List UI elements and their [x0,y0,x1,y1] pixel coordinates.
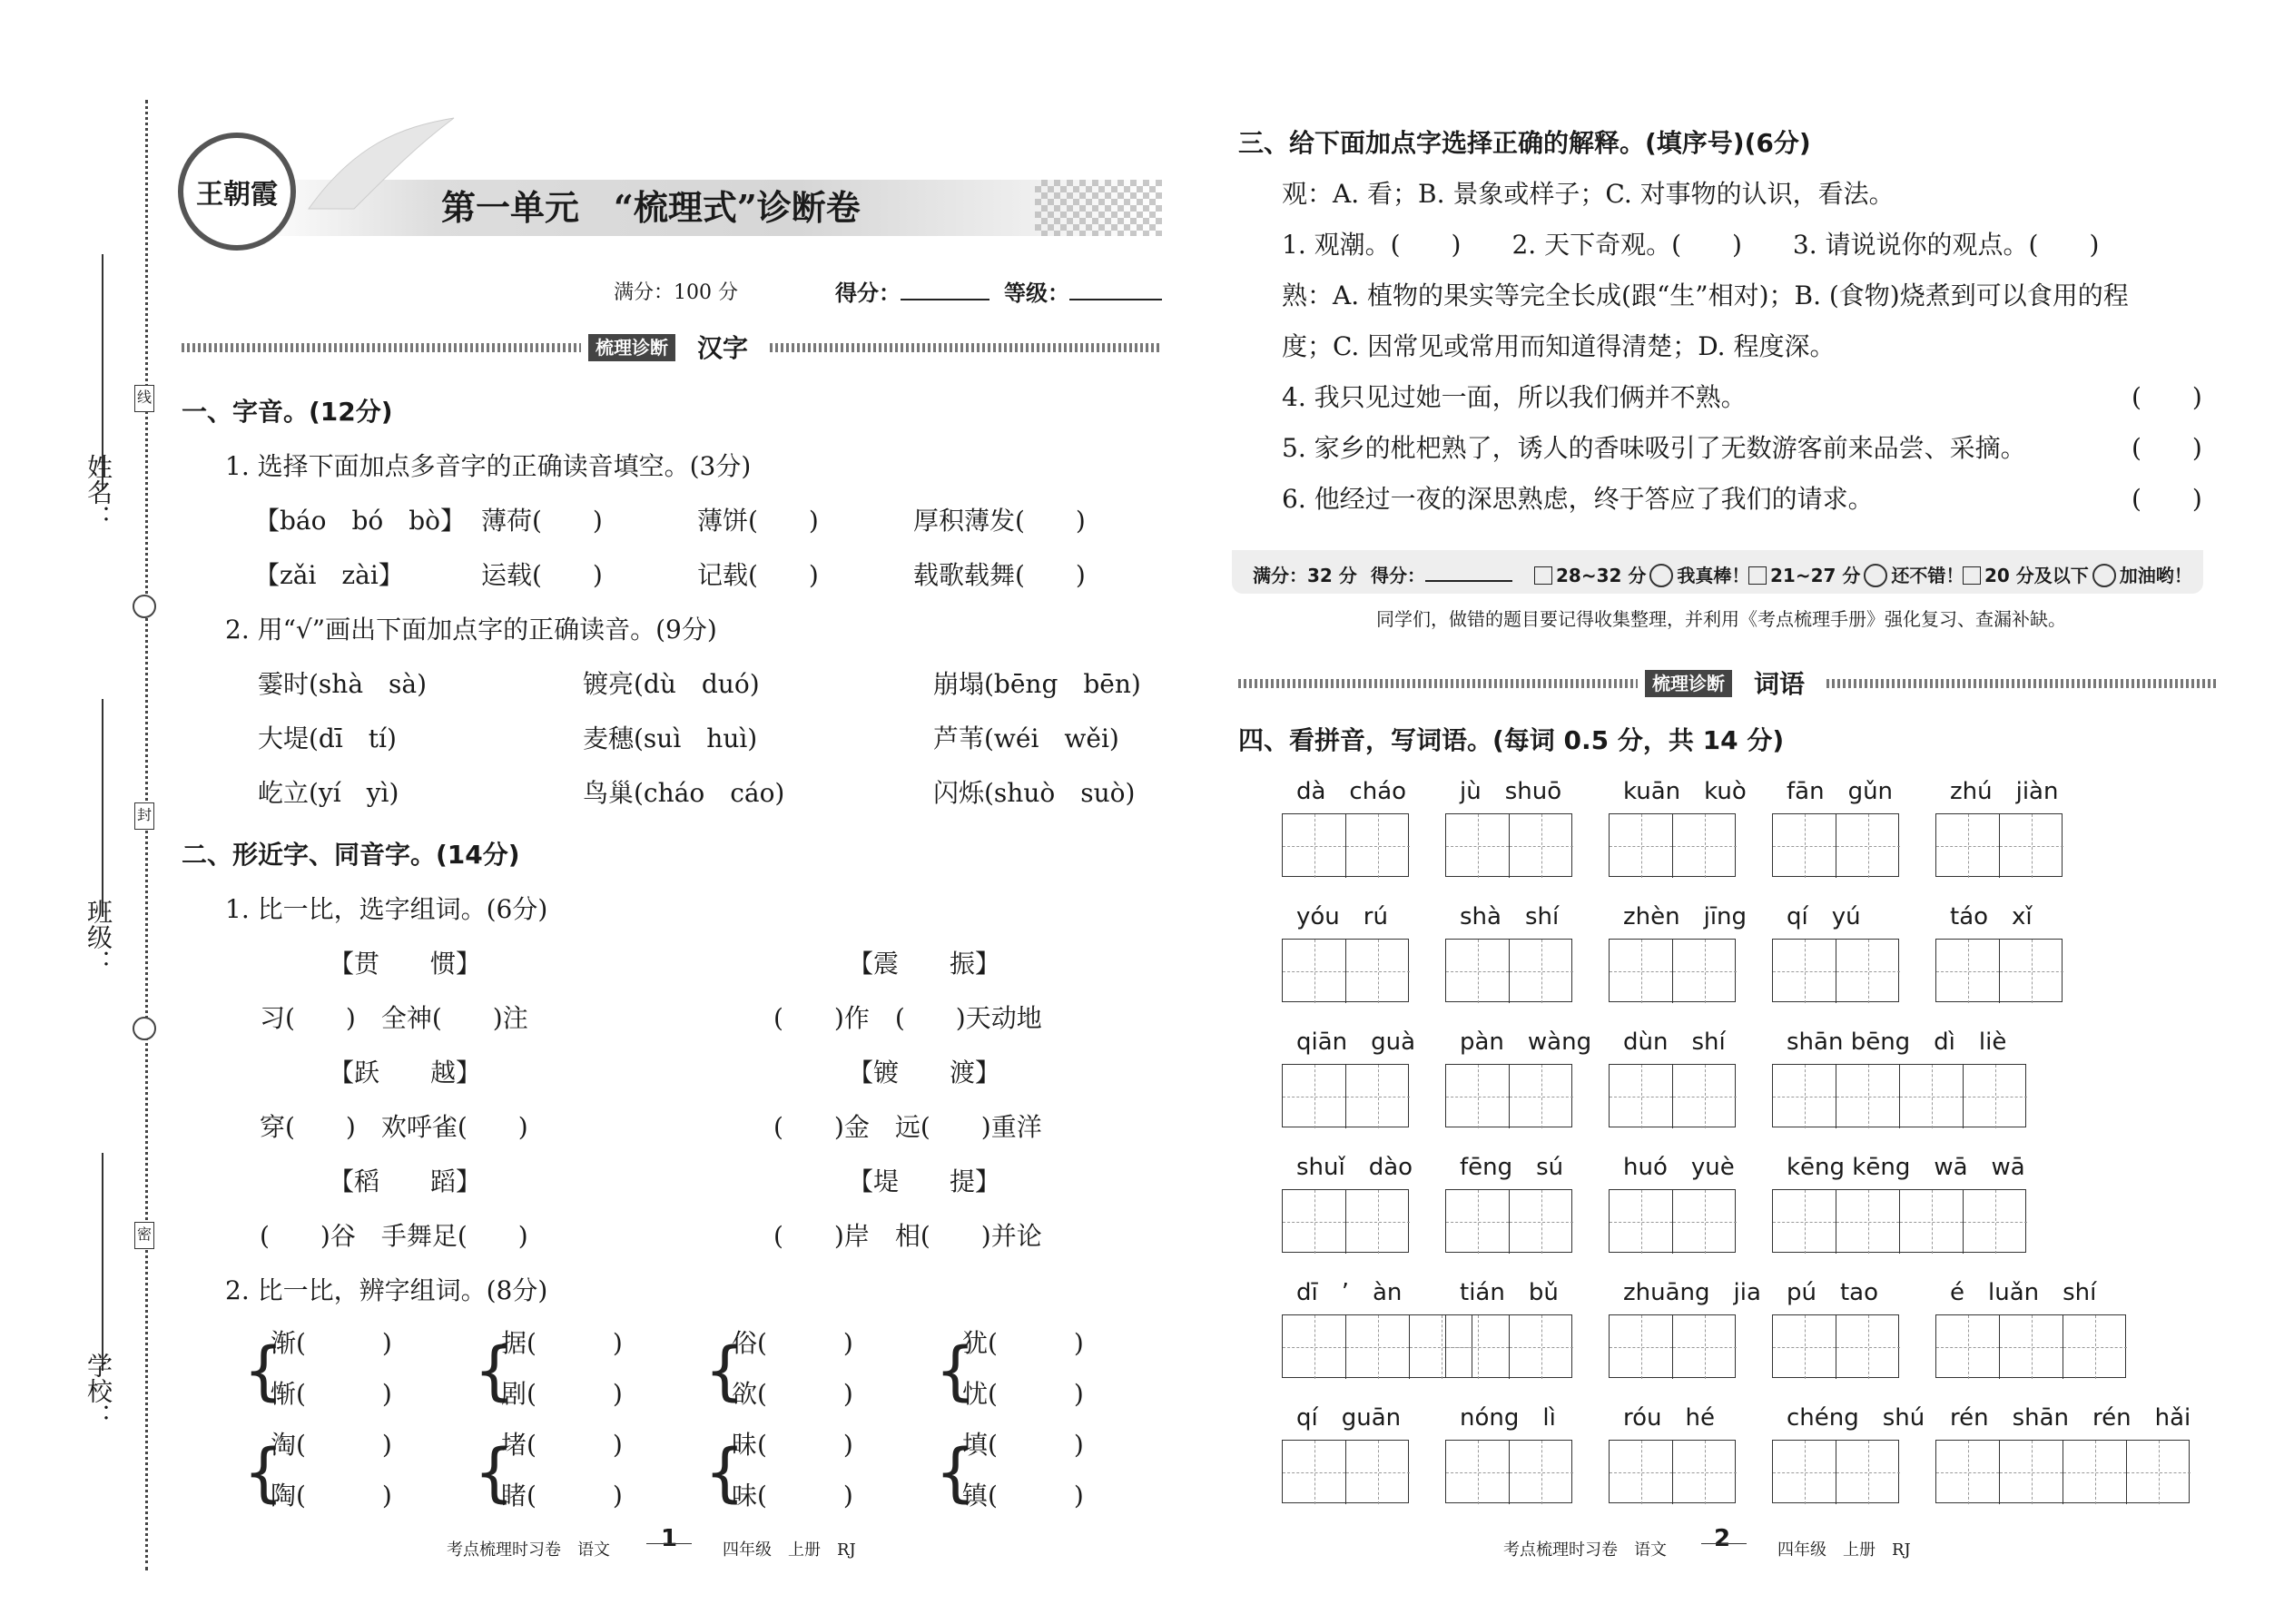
grid-cell[interactable] [1773,940,1836,1003]
grid-cell[interactable] [1610,814,1673,878]
s2-ans3-left: ( )谷 手舞足( ) [260,1221,528,1251]
pinyin-label: yóu rú [1296,903,1388,930]
s1-grid-cell: 大堤(dī tí) [258,723,397,753]
s2-ans2-right: ( )金 远( )重洋 [773,1112,1042,1142]
brace: { [935,1334,976,1408]
section-divider [1826,679,2217,688]
grid-cell[interactable] [1936,940,2000,1003]
grid-cell[interactable] [1673,814,1737,878]
s2-pair1-right: 【震 振】 [848,949,1001,979]
pair-word: 惭( ) [271,1379,392,1409]
grid-cell[interactable] [1936,1441,2000,1504]
s3-q6: 6. 他经过一夜的深思熟虑，终于答应了我们的请求。 [1282,484,1874,514]
school-underline [102,1153,103,1371]
char-writing-box[interactable] [1609,939,1736,1002]
class-label: 班级： [84,899,113,975]
grid-cell[interactable] [1773,1441,1836,1504]
s1-r2-b: 记载( ) [697,560,819,590]
section-divider [1238,679,1638,688]
brace: { [474,1435,515,1510]
section-title: 汉字 [697,333,749,363]
pinyin-label: é luǎn shí [1950,1279,2097,1306]
grid-cell[interactable] [1773,1190,1836,1254]
s1-r2-a: 运载( ) [481,560,603,590]
grid-cell[interactable] [1673,1315,1737,1379]
grid-cell[interactable] [1446,1190,1510,1254]
pair-word: 淘( ) [271,1430,392,1460]
footer-right-post: 四年级 上册 RJ [1777,1540,1911,1560]
char-writing-box[interactable] [1609,1064,1736,1127]
s2-pair1-left: 【贯 惯】 [329,949,482,979]
grid-cell[interactable] [1964,1065,2027,1128]
pinyin-label: zhuāng jia [1623,1279,1761,1306]
full-score: 满分：100 分 [614,281,738,304]
s3-q6-answer: ( ) [2132,484,2202,514]
pinyin-label: jù shuō [1460,778,1562,805]
s1-r2-c: 载歌载舞( ) [913,560,1086,590]
s3-def-guan: 观：A. 看；B. 景象或样子；C. 对事物的认识，看法。 [1282,179,1895,209]
pinyin-label: pàn wàng [1460,1029,1592,1056]
grid-cell[interactable] [1610,1441,1673,1504]
pinyin-label: dùn shí [1623,1029,1726,1056]
brace: { [704,1435,745,1510]
pinyin-label: táo xǐ [1950,903,2033,930]
char-writing-box[interactable] [1935,1314,2126,1378]
banner-pattern [1035,180,1162,236]
footer-right-pre: 考点梳理时习卷 语文 [1503,1540,1667,1560]
brace: { [243,1435,284,1510]
char-writing-box[interactable] [1445,1189,1572,1253]
char-writing-box[interactable] [1772,1189,2026,1253]
grid-cell[interactable] [1900,1065,1964,1128]
seal-mark-line: 线 [134,385,154,412]
grid-cell[interactable] [1773,1315,1836,1379]
grid-cell[interactable] [2000,1441,2063,1504]
grid-cell[interactable] [1510,1441,1573,1504]
s3-title: 三、给下面加点字选择正确的解释。(填序号)(6分) [1238,128,1811,158]
section-divider [182,343,581,352]
grid-cell[interactable] [1673,1441,1737,1504]
grid-cell[interactable] [1346,1065,1410,1128]
grid-cell[interactable] [1836,1441,1900,1504]
page-number-underline [646,1543,692,1544]
grid-cell[interactable] [2000,1315,2063,1379]
pair-word: 渐( ) [271,1328,392,1358]
scorebar-full: 满分：32 分 [1253,565,1357,586]
scorebar-option-3: 20 分及以下 加油哟！ [1963,559,2192,592]
s1-title: 一、字音。(12分) [182,397,393,427]
s1-q1: 1. 选择下面加点多音字的正确读音填空。(3分) [225,451,752,481]
grid-cell[interactable] [1836,1190,1900,1254]
grid-cell[interactable] [1673,1190,1737,1254]
pinyin-label: qí yú [1787,903,1861,930]
grid-cell[interactable] [1346,1441,1410,1504]
page-number-2: 2 [1714,1525,1731,1552]
char-writing-box[interactable] [1445,813,1572,877]
binding-hole [133,1017,156,1040]
s1-grid-cell: 芦苇(wéi wěi) [933,723,1119,753]
grid-cell[interactable] [1773,814,1836,878]
pinyin-label: zhèn jīng [1623,903,1748,930]
pinyin-label: kuān kuò [1623,778,1747,805]
grid-cell[interactable] [1836,814,1900,878]
s3-q123: 1. 观潮。( ) 2. 天下奇观。( ) 3. 请说说你的观点。( ) [1282,230,2100,260]
s1-r1-opts: 【báo bó bò】 [254,506,467,536]
grid-cell[interactable] [1836,1315,1900,1379]
pinyin-label: zhú jiàn [1950,778,2059,805]
s1-r1-c: 厚积薄发( ) [913,506,1086,536]
pinyin-label: rén shān rén hǎi [1950,1404,2191,1432]
pinyin-label: dī ’ àn [1296,1279,1403,1306]
char-writing-box[interactable] [1935,939,2063,1002]
char-writing-box[interactable] [1609,1189,1736,1253]
char-writing-box[interactable] [1772,1440,1899,1503]
char-writing-box[interactable] [1772,813,1899,877]
char-writing-box[interactable] [1935,813,2063,877]
brace: { [935,1435,976,1510]
scorebar-score: 得分： [1371,559,1512,592]
char-writing-box[interactable] [1772,939,1899,1002]
pair-word: 昧( ) [732,1430,853,1460]
section-title: 词语 [1754,669,1806,699]
char-writing-box[interactable] [1609,813,1736,877]
pinyin-label: huó yuè [1623,1154,1735,1181]
binding-dotted-line [145,100,148,1570]
grid-cell[interactable] [1900,1190,1964,1254]
s2-ans3-right: ( )岸 相( )并论 [773,1221,1042,1251]
pair-word: 犹( ) [962,1328,1084,1358]
pinyin-label: qí guān [1296,1404,1402,1432]
s2-ans2-left: 穿( ) 欢呼雀( ) [260,1112,528,1142]
s2-q2: 2. 比一比，辨字组词。(8分) [225,1275,548,1305]
char-writing-box[interactable] [1445,1314,1572,1378]
grid-cell[interactable] [1610,1065,1673,1128]
s1-grid-cell: 闪烁(shuò suò) [933,778,1136,808]
binding-hole [133,595,156,618]
s2-q1: 1. 比一比，选字组词。(6分) [225,894,548,924]
grid-cell[interactable] [1510,814,1573,878]
s1-r1-b: 薄饼( ) [697,506,819,536]
s1-grid-cell: 崩塌(bēng bēn) [933,669,1141,699]
score-label: 得分： [835,277,989,310]
s1-grid-cell: 霎时(shà sà) [258,669,428,699]
s3-q5: 5. 家乡的枇杷熟了，诱人的香味吸引了无数游客前来品尝、采摘。 [1282,433,2026,463]
grid-cell[interactable] [1446,1315,1510,1379]
scorebar-option-1: 28~32 分 我真棒！ [1534,559,1749,592]
pinyin-label: fēng sú [1460,1154,1564,1181]
footer-left-post: 四年级 上册 RJ [723,1540,856,1560]
pinyin-label: tián bǔ [1460,1279,1559,1306]
char-writing-box[interactable] [1282,813,1409,877]
brace: { [704,1334,745,1408]
s2-pair2-right: 【镀 渡】 [848,1058,1001,1088]
page-number-1: 1 [661,1525,678,1552]
s1-grid-cell: 镀亮(dù duó) [583,669,760,699]
pair-word: 镇( ) [962,1481,1084,1511]
section-tag: 梳理诊断 [588,334,675,361]
ribbon-decoration [300,109,463,218]
grid-cell[interactable] [2063,1441,2127,1504]
section-tag: 梳理诊断 [1645,670,1732,697]
pair-word: 陶( ) [271,1481,392,1511]
s3-q5-answer: ( ) [2132,433,2202,463]
grid-cell[interactable] [1446,1441,1510,1504]
pinyin-label: dà cháo [1296,778,1407,805]
s1-grid-cell: 屹立(yí yì) [258,778,399,808]
grid-cell[interactable] [1836,1065,1900,1128]
s2-pair2-left: 【跃 越】 [329,1058,482,1088]
pair-word: 睹( ) [501,1481,623,1511]
s4-title: 四、看拼音，写词语。(每词 0.5 分，共 14 分) [1238,725,1785,755]
grid-cell[interactable] [1446,814,1510,878]
grid-cell[interactable] [1510,1315,1573,1379]
pinyin-label: róu hé [1623,1404,1715,1432]
pinyin-label: shà shí [1460,903,1560,930]
grid-cell[interactable] [1610,1315,1673,1379]
grid-cell[interactable] [2000,814,2063,878]
review-note: 同学们，做错的题目要记得收集整理，并利用《考点梳理手册》强化复习、查漏补缺。 [1376,608,2066,630]
pair-word: 据( ) [501,1328,623,1358]
s3-def-shu-a: 熟：A. 植物的果实等完全长成(跟“生”相对)；B. (食物)烧煮到可以食用的程 [1282,281,2129,310]
pinyin-label: nóng lì [1460,1404,1556,1432]
grid-cell[interactable] [1446,1065,1510,1128]
grade-label: 等级： [1004,277,1162,310]
grid-cell[interactable] [1936,1315,2000,1379]
grid-cell[interactable] [1836,940,1900,1003]
s2-pair3-left: 【稻 蹈】 [329,1166,482,1196]
grid-cell[interactable] [1610,940,1673,1003]
grid-cell[interactable] [1510,1065,1573,1128]
grid-cell[interactable] [1346,1190,1410,1254]
grid-cell[interactable] [1510,1190,1573,1254]
char-writing-box[interactable] [1282,1440,1409,1503]
grid-cell[interactable] [1283,940,1346,1003]
pinyin-label: qiān guà [1296,1029,1416,1056]
char-writing-box[interactable] [1609,1440,1736,1503]
seal-mark-seal: 封 [134,802,154,830]
grid-cell[interactable] [2000,940,2063,1003]
pinyin-label: chéng shú [1787,1404,1925,1432]
school-label: 学校： [84,1353,113,1429]
grid-cell[interactable] [1673,940,1737,1003]
char-writing-box[interactable] [1282,1064,1409,1127]
grid-cell[interactable] [1283,1190,1346,1254]
pinyin-label: shān bēng dì liè [1787,1029,2007,1056]
s2-ans1-left: 习( ) 全神( )注 [260,1003,528,1033]
char-writing-box[interactable] [1935,1440,2190,1503]
grid-cell[interactable] [2063,1315,2127,1379]
s2-ans1-right: ( )作 ( )天动地 [773,1003,1042,1033]
grid-cell[interactable] [1346,814,1410,878]
pair-word: 剧( ) [501,1379,623,1409]
s1-r2-opts: 【zǎi zài】 [254,560,404,590]
char-writing-box[interactable] [1445,1064,1572,1127]
section-divider [770,343,1160,352]
name-label: 姓名： [84,454,113,530]
pair-word: 俗( ) [732,1328,853,1358]
grid-cell[interactable] [1446,940,1510,1003]
char-writing-box[interactable] [1772,1314,1899,1378]
pair-word: 味( ) [732,1481,853,1511]
pair-word: 填( ) [962,1430,1084,1460]
grid-cell[interactable] [1936,814,2000,878]
class-underline [102,699,103,917]
grid-cell[interactable] [1673,1065,1737,1128]
pair-word: 忧( ) [962,1379,1084,1409]
s2-title: 二、形近字、同音字。(14分) [182,840,520,870]
char-writing-box[interactable] [1282,1314,1472,1378]
pinyin-label: pú tao [1787,1279,1879,1306]
scorebar-option-2: 21~27 分 还不错！ [1748,559,1964,592]
grid-cell[interactable] [1510,940,1573,1003]
grid-cell[interactable] [1283,1065,1346,1128]
s1-q2: 2. 用“√”画出下面加点字的正确读音。(9分) [225,615,717,645]
char-writing-box[interactable] [1772,1064,2026,1127]
char-writing-box[interactable] [1445,939,1572,1002]
grid-cell[interactable] [2127,1441,2191,1504]
page-number-underline [1701,1543,1747,1544]
s3-q4-answer: ( ) [2132,382,2202,412]
brand-logo: 王朝霞 [178,133,296,251]
pair-word: 堵( ) [501,1430,623,1460]
grid-cell[interactable] [1964,1190,2027,1254]
s1-r1-a: 薄荷( ) [481,506,603,536]
grid-cell[interactable] [1610,1190,1673,1254]
brace: { [474,1334,515,1408]
char-writing-box[interactable] [1282,939,1409,1002]
s1-grid-cell: 鸟巢(cháo cáo) [583,778,785,808]
s2-pair3-right: 【堤 提】 [848,1166,1001,1196]
s1-grid-cell: 麦穗(suì huì) [583,723,758,753]
seal-mark-secret: 密 [134,1222,154,1249]
grid-cell[interactable] [1773,1065,1836,1128]
footer-left-pre: 考点梳理时习卷 语文 [447,1540,610,1560]
pinyin-label: fān gǔn [1787,778,1894,805]
s3-def-shu-b: 度；C. 因常见或常用而知道得清楚；D. 程度深。 [1282,331,1836,361]
grid-cell[interactable] [1346,940,1410,1003]
pair-word: 欲( ) [732,1379,853,1409]
grid-cell[interactable] [1283,1315,1346,1379]
pinyin-label: shuǐ dào [1296,1154,1413,1181]
brace: { [243,1334,284,1408]
grid-cell[interactable] [1283,1441,1346,1504]
char-writing-box[interactable] [1282,1189,1409,1253]
char-writing-box[interactable] [1609,1314,1736,1378]
grid-cell[interactable] [1283,814,1346,878]
page-title: 第一单元 “梳理式”诊断卷 [441,187,861,228]
grid-cell[interactable] [1346,1315,1410,1379]
s3-q4: 4. 我只见过她一面，所以我们俩并不熟。 [1282,382,1747,412]
pinyin-label: kēng kēng wā wā [1787,1154,2025,1181]
char-writing-box[interactable] [1445,1440,1572,1503]
